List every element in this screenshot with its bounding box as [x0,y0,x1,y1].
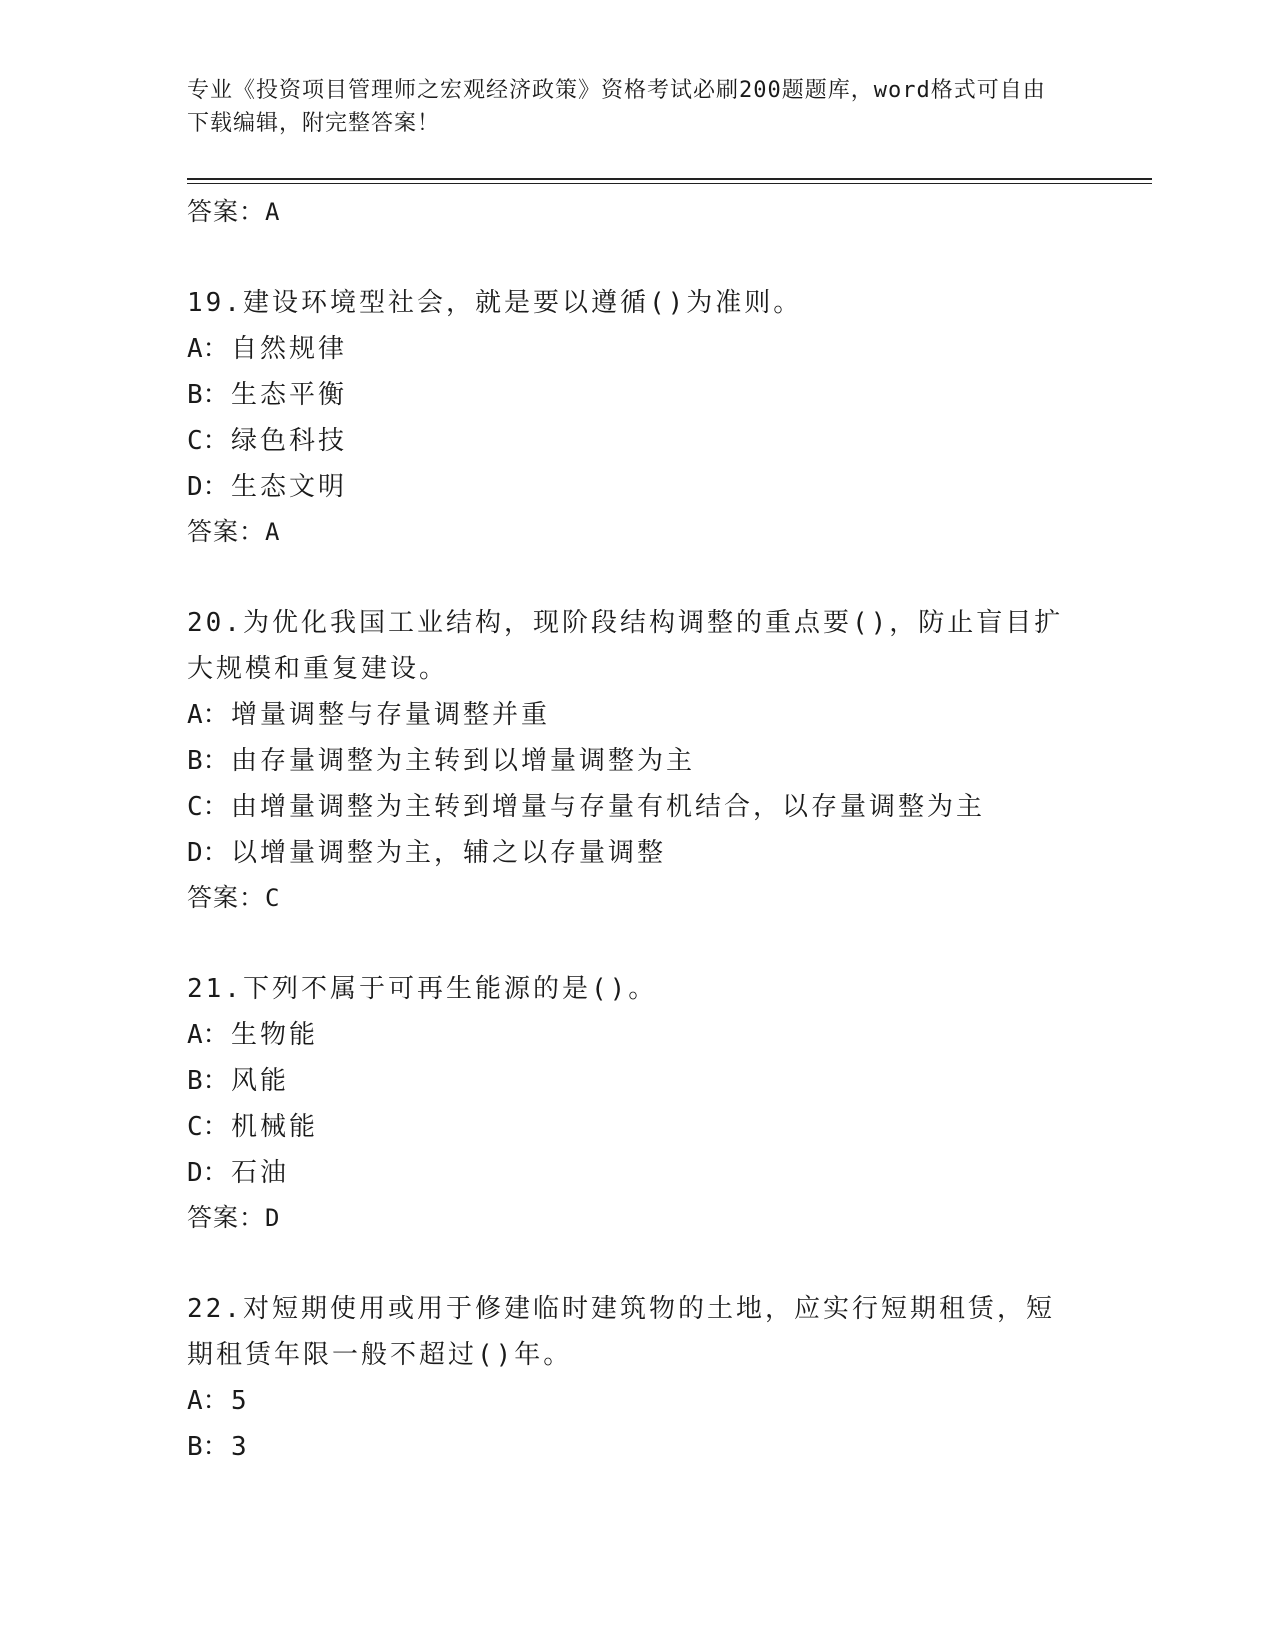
answer-value: A [265,518,281,546]
answer-label: 答案： [187,197,266,226]
option-text: 5 [231,1386,250,1416]
option-text: 生态文明 [231,472,348,502]
option-text: 石油 [231,1158,290,1188]
option-text: 自然规律 [231,334,348,364]
option-text: 机械能 [231,1112,319,1142]
option-text: 绿色科技 [231,426,348,456]
question-text: 19.建设环境型社会，就是要以遵循()为准则。 [187,288,803,318]
option-text: 由存量调整为主转到以增量调整为主 [231,746,696,776]
option-key: A： [187,1386,229,1416]
option-a [187,692,1077,738]
answer-value: A [265,198,281,226]
question-22 [187,1286,1077,1470]
question-text: 21.下列不属于可再生能源的是()。 [187,974,658,1004]
option-text: 风能 [231,1066,290,1096]
answer-value: C [265,884,281,912]
option-key: D： [187,472,229,502]
option-key: B： [187,1066,229,1096]
option-b [187,1424,1077,1470]
answer-label: 答案： [187,517,266,546]
option-a [187,1378,1077,1424]
answer-line [187,1196,1077,1240]
question-20 [187,600,1077,920]
option-d [187,1150,1077,1196]
option-b [187,372,1077,418]
header-divider-thick [187,178,1152,180]
header-divider-thin [187,183,1152,184]
question-text: 20.为优化我国工业结构，现阶段结构调整的重点要()，防止盲目扩大规模和重复建设。 [187,608,1064,684]
option-key: A： [187,334,229,364]
answer-label: 答案： [187,883,266,912]
option-key: A： [187,700,229,730]
answer-line [187,510,1077,554]
option-c [187,1104,1077,1150]
option-d [187,464,1077,510]
option-key: C： [187,792,229,822]
option-text: 以增量调整为主，辅之以存量调整 [231,838,667,868]
question-19 [187,280,1077,554]
option-a [187,326,1077,372]
option-key: B： [187,380,229,410]
option-key: B： [187,746,229,776]
answer-label: 答案： [187,1203,266,1232]
option-text: 增量调整与存量调整并重 [231,700,551,730]
question-list [187,190,1077,1470]
answer-line [187,876,1077,920]
option-key: D： [187,1158,229,1188]
answer-line [187,190,1077,234]
option-key: C： [187,1112,229,1142]
option-key: D： [187,838,229,868]
question-21 [187,966,1077,1240]
option-text: 由增量调整为主转到增量与存量有机结合，以存量调整为主 [231,792,986,822]
option-b [187,738,1077,784]
question-text: 22.对短期使用或用于修建临时建筑物的土地，应实行短期租赁，短期租赁年限一般不超过()年。 [187,1294,1055,1370]
option-key: B： [187,1432,229,1462]
option-key: C： [187,426,229,456]
option-text: 生态平衡 [231,380,348,410]
option-a [187,1012,1077,1058]
answer-value: D [265,1204,281,1232]
option-c [187,418,1077,464]
option-c [187,784,1077,830]
option-d [187,830,1077,876]
option-text: 生物能 [231,1020,319,1050]
option-key: A： [187,1020,229,1050]
option-b [187,1058,1077,1104]
option-text: 3 [231,1432,250,1462]
document-header: 专业《投资项目管理师之宏观经济政策》资格考试必刷200题题库，word格式可自由下载编辑，附完整答案！ [187,78,1046,136]
